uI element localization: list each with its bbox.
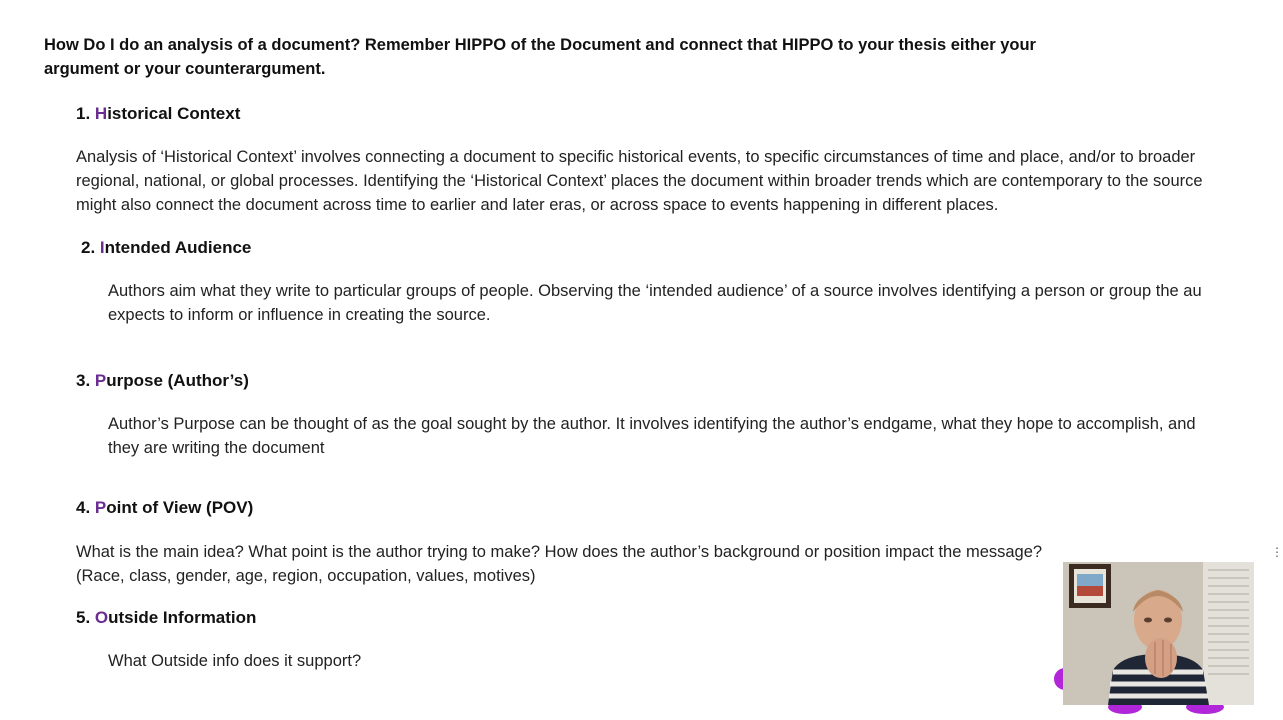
heading-number: 4. bbox=[76, 498, 95, 517]
heading-acronym-letter: I bbox=[99, 238, 105, 257]
paragraph-line: Analysis of ‘Historical Context’ involves connecting a document to specific historical events, to specific circumstances of time and place, and/or to broader bbox=[76, 148, 1196, 166]
paragraph-purpose bbox=[108, 412, 1196, 460]
heading-acronym-letter: P bbox=[94, 371, 107, 390]
paragraph-outside-information bbox=[108, 649, 361, 673]
intro-line-1: How Do I do an analysis of a document? Remember HIPPO of the Document and connect that HIPPO to your thesis either your bbox=[44, 36, 1036, 54]
paragraph-intended-audience bbox=[108, 279, 1202, 327]
heading-intended-audience bbox=[81, 236, 251, 260]
scroll-indicator-icon: ⋮ bbox=[1271, 545, 1283, 559]
heading-historical-context bbox=[76, 102, 240, 126]
paragraph-line: What Outside info does it support? bbox=[108, 652, 362, 670]
heading-rest: ntended Audience bbox=[104, 238, 252, 257]
heading-acronym-letter: O bbox=[94, 608, 109, 627]
heading-rest: urpose (Author’s) bbox=[106, 371, 249, 390]
paragraph-line: (Race, class, gender, age, region, occupation, values, motives) bbox=[76, 567, 536, 585]
paragraph-point-of-view bbox=[76, 540, 1042, 588]
heading-point-of-view bbox=[76, 496, 253, 520]
heading-rest: istorical Context bbox=[107, 104, 241, 123]
heading-number: 3. bbox=[76, 371, 95, 390]
heading-rest: oint of View (POV) bbox=[106, 498, 254, 517]
heading-acronym-letter: P bbox=[94, 498, 107, 517]
heading-outside-information bbox=[76, 606, 256, 630]
paragraph-historical-context bbox=[76, 145, 1203, 217]
heading-number: 5. bbox=[76, 608, 95, 627]
document-intro bbox=[44, 33, 1144, 81]
heading-acronym-letter: H bbox=[94, 104, 108, 123]
heading-purpose bbox=[76, 369, 249, 393]
paragraph-line: What is the main idea? What point is the author trying to make? How does the author’s background or position impact the message? bbox=[76, 543, 1043, 561]
paragraph-line: might also connect the document across time to earlier and later eras, or across space to events happening in different places. bbox=[76, 196, 999, 214]
paragraph-line: Author’s Purpose can be thought of as the goal sought by the author. It involves identifying the author’s endgame, what they hope to accomplish, and bbox=[108, 415, 1196, 433]
presenter-video-icon bbox=[1063, 562, 1254, 705]
paragraph-line: regional, national, or global processes. Identifying the ‘Historical Context’ places the document within broader trends which are contemporary to the source bbox=[76, 172, 1203, 190]
heading-rest: utside Information bbox=[108, 608, 257, 627]
heading-number: 1. bbox=[76, 104, 95, 123]
heading-number: 2. bbox=[81, 238, 100, 257]
paragraph-line: they are writing the document bbox=[108, 439, 325, 457]
intro-line-2: argument or your counterargument. bbox=[44, 60, 326, 78]
webcam-overlay bbox=[1063, 562, 1254, 705]
paragraph-line: Authors aim what they write to particular groups of people. Observing the ‘intended audience’ of a source involves identifying a person or group the au bbox=[108, 282, 1202, 300]
paragraph-line: expects to inform or influence in creating the source. bbox=[108, 306, 491, 324]
